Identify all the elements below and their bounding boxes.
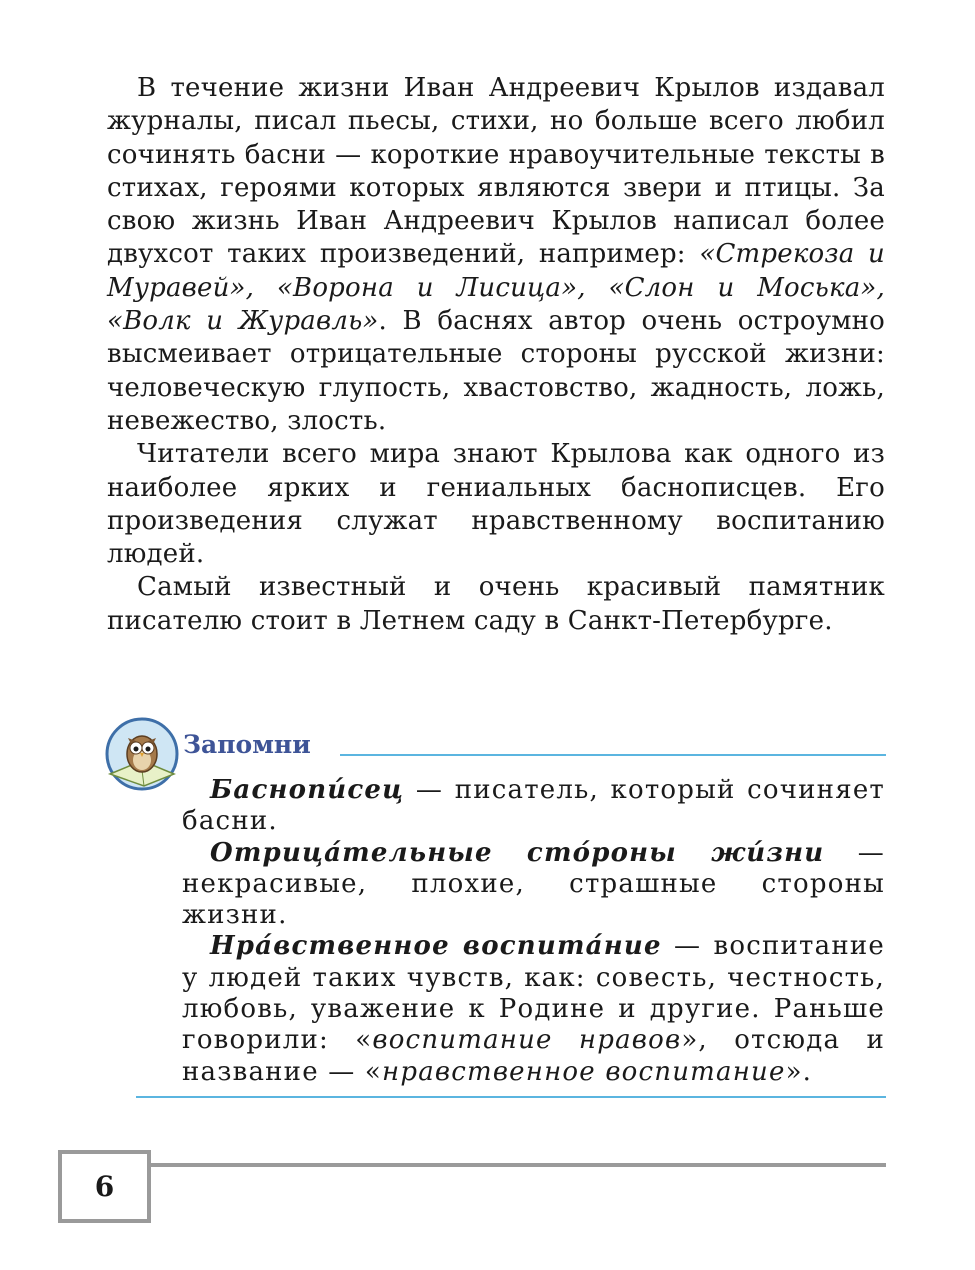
paragraph-3: Самый известный и очень красивый памятник писателю стоит в Летнем саду в Санкт-Петербурге.: [107, 572, 885, 636]
owl-reading-book-icon: [104, 716, 180, 792]
page-number: [58, 1150, 151, 1223]
main-text: [107, 72, 885, 638]
definition-phrase: воспитание нравов: [372, 1025, 682, 1056]
paragraph-1: [107, 72, 885, 438]
paragraph-2: Читатели всего мира знают Крылова как одного из наиболее ярких и гениальных баснописцев. Его произведения служат нравственному воспитанию людей.: [107, 439, 885, 570]
remember-definitions: [182, 775, 885, 1088]
remember-bottom-divider: [136, 1096, 886, 1098]
definition-text: ».: [785, 1056, 813, 1087]
definition-text: », отсюда и название — «: [182, 1025, 885, 1087]
definition-term: Нра́вственное воспита́ние: [210, 931, 662, 962]
paragraph-1-text-end: . В баснях автор очень остроумно высмеивает отрицательные стороны русской жизни: человеческую глупость, хвастовство, жадность, ложь, невежество, злость.: [107, 306, 885, 436]
page-number-value: 6: [94, 1170, 115, 1203]
definition-item: [182, 931, 885, 1087]
definition-text: — воспитание у людей таких чувств, как: совесть, честность, любовь, уважение к Родине и другие. Раньше говорили: «: [182, 931, 885, 1056]
remember-top-divider: [340, 754, 886, 756]
fable-titles: «Стрекоза и Муравей», «Ворона и Лисица», «Слон и Моська», «Волк и Журавль»: [107, 239, 885, 337]
definition-item: [182, 775, 885, 838]
definition-text: — некрасивые, плохие, страшные стороны жизни.: [182, 837, 885, 931]
definition-term: Баснопи́сец: [210, 775, 405, 805]
definition-item: [182, 838, 885, 932]
definition-text: — писатель, который сочиняет басни.: [182, 775, 885, 837]
remember-title: Запомни: [183, 730, 311, 759]
definition-phrase: нравственное воспитание: [382, 1056, 786, 1087]
paragraph-1-text-start: В течение жизни Иван Андреевич Крылов издавал журналы, писал пьесы, стихи, но больше всего любил сочинять басни — короткие нравоучительные тексты в стихах, героями которых являются звери и птицы. За свою жизнь Иван Андреевич Крылов написал более двухсот таких произведений, например:: [107, 73, 885, 270]
definition-term: Отрица́тельные сто́роны жи́зни: [210, 837, 825, 868]
footer-rule: [150, 1163, 886, 1167]
